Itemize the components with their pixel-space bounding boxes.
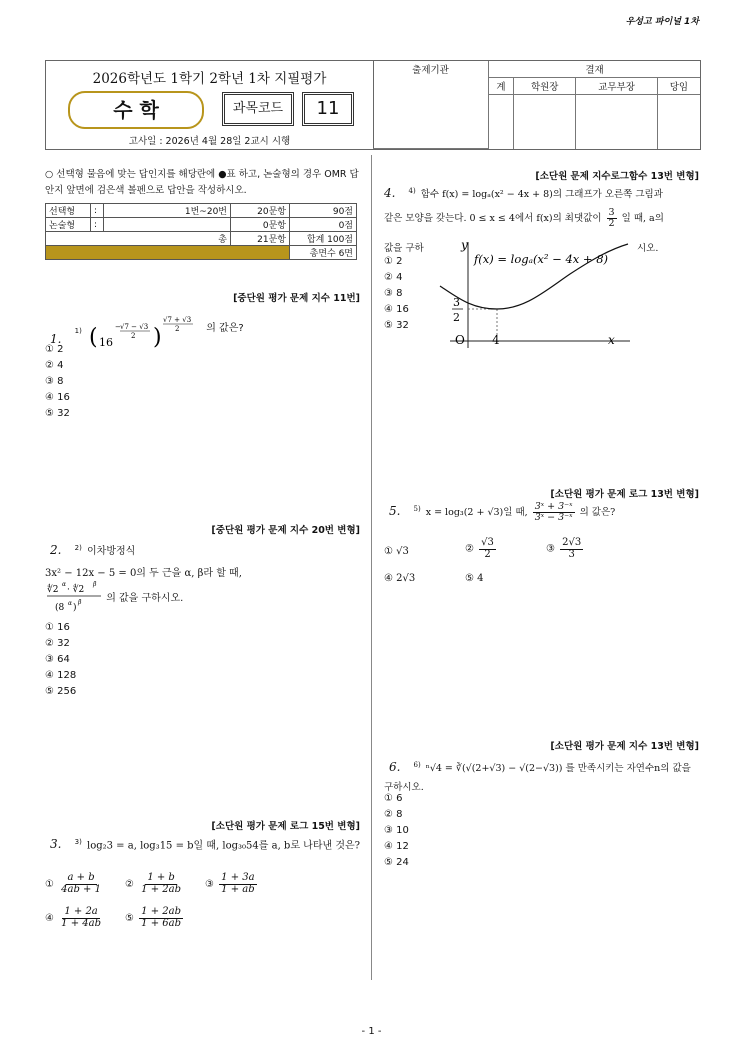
q3-stem xyxy=(45,834,363,854)
q3-option-4[interactable] xyxy=(45,907,105,929)
score-cell: 90점 xyxy=(290,204,357,218)
q2-text-1: 이차방정식 xyxy=(87,546,136,557)
score-cell: 선택형 xyxy=(46,204,91,218)
option-numerator: a + b xyxy=(67,872,95,883)
q6-option-2[interactable]: ② 8 xyxy=(384,809,403,820)
q3-number: 3. xyxy=(50,837,62,852)
score-cell: 1번~20번 xyxy=(104,204,231,218)
q2-line3 xyxy=(45,580,183,616)
option-denominator: 3 xyxy=(568,548,575,560)
option-denominator: 1 + 2ab xyxy=(141,883,181,895)
q6-option-5[interactable]: ⑤ 24 xyxy=(384,857,409,868)
q6-question-text: ⁿ√4 = ∛(√(2+√3) − √(2−√3)) 를 만족시키는 자연수n의 값을 구하시오. xyxy=(384,763,691,794)
q4-text-1: 함수 f(x) = logₐ(x² − 4x + 8)의 그래프가 오른쪽 그림과 xyxy=(420,189,663,200)
exam-header xyxy=(45,60,701,150)
exam-title-block xyxy=(46,61,374,149)
approval-label: 결재 xyxy=(489,61,701,78)
q6-option-4[interactable]: ④ 12 xyxy=(384,841,409,852)
option-denominator: 1 + ab xyxy=(221,883,255,895)
q1-stem xyxy=(50,306,360,350)
q1-option-4[interactable]: ④ 16 xyxy=(45,392,70,403)
q2-fraction xyxy=(45,580,103,616)
option-denominator: 1 + 6ab xyxy=(141,917,181,929)
q5-option-3[interactable] xyxy=(546,538,585,560)
q1-question-text: 의 값은? xyxy=(206,323,244,334)
svg-text:β: β xyxy=(93,581,97,588)
option-mark: ④ xyxy=(45,913,54,924)
q3-question-text: log₂3 = a, log₃15 = b일 때, log₃₀54를 a, b로 나타낸 것은? xyxy=(87,840,361,852)
subject-code-value: 11 xyxy=(304,94,352,124)
y-axis-label: y xyxy=(461,238,468,252)
approval-col-2: 학원장 xyxy=(513,78,576,95)
q1-base: 16 xyxy=(99,336,114,349)
option-numerator: 1 + 2ab xyxy=(141,906,181,917)
q6-footnote: 6) xyxy=(413,761,421,769)
score-cell: 0점 xyxy=(290,218,357,232)
option-denominator: 4ab + 1 xyxy=(61,883,101,895)
score-cell: 20문항 xyxy=(231,204,290,218)
q6-options xyxy=(384,791,409,871)
score-cell: 논술형 xyxy=(46,218,91,232)
q2-number: 2. xyxy=(50,543,62,557)
q1-option-2[interactable]: ② 4 xyxy=(45,360,64,371)
q5-option-1[interactable]: ① √3 xyxy=(384,546,409,557)
q4-text-2: 같은 모양을 갖는다. 0 ≤ x ≤ 4에서 f(x)의 최댓값이 xyxy=(384,212,602,224)
q3-option-1[interactable] xyxy=(45,873,105,895)
q3-option-2[interactable] xyxy=(125,873,185,895)
q5-footnote: 5) xyxy=(413,504,421,513)
score-cell: 총면수 6면 xyxy=(290,246,357,260)
option-denominator: 2 xyxy=(484,548,491,560)
q5-numerator: 3ˣ + 3⁻ˣ xyxy=(534,501,573,512)
q2-option-3[interactable]: ③ 64 xyxy=(45,654,70,665)
svg-text:· ∜2: · ∜2 xyxy=(67,585,85,595)
x-axis-label: x xyxy=(608,333,615,347)
svg-text:α: α xyxy=(62,581,67,588)
q4-number: 4. xyxy=(384,186,396,200)
q2-footnote: 2) xyxy=(74,543,82,552)
svg-text:): ) xyxy=(153,325,162,350)
q1-expression xyxy=(87,316,197,356)
q3-option-3[interactable] xyxy=(205,873,259,895)
q1-option-5[interactable]: ⑤ 32 xyxy=(45,408,70,419)
q3-source: [소단원 평가 문제 로그 15번 변형] xyxy=(211,821,360,832)
q6-stem xyxy=(384,756,702,797)
option-mark: ② xyxy=(125,879,134,890)
svg-text:2: 2 xyxy=(175,325,180,333)
approval-col-3: 교무부장 xyxy=(576,78,657,95)
subject-badge: 수 학 xyxy=(68,91,204,129)
svg-text:β: β xyxy=(78,599,82,606)
option-numerator: 1 + b xyxy=(147,872,175,883)
q4-line2: 같은 모양을 갖는다. 0 ≤ x ≤ 4에서 f(x)의 최댓값이 $\frac{3}{2}$ 일 때, a의 xyxy=(384,207,664,229)
q4-option-4[interactable]: ④ 16 xyxy=(384,304,409,315)
q5-text-pre: x = log₃(2 + √3)일 때, xyxy=(425,506,528,518)
exam-title: 2026학년도 1학기 2학년 1차 지필평가 xyxy=(92,71,327,87)
q6-number: 6. xyxy=(389,760,401,775)
column-divider xyxy=(371,155,372,980)
q1-source: [중단원 평가 문제 지수 11번] xyxy=(233,293,360,304)
org-label: 출제기관 xyxy=(373,61,489,149)
svg-text:(: ( xyxy=(89,325,98,350)
q1-footnote: 1) xyxy=(74,326,82,335)
svg-text:(8: (8 xyxy=(55,603,65,613)
q4-option-1[interactable]: ① 2 xyxy=(384,256,403,267)
q4-line3a: 값을 구하 xyxy=(384,243,424,254)
approval-col-1: 계 xyxy=(489,78,514,95)
q3-option-5[interactable] xyxy=(125,907,185,929)
svg-text:−: − xyxy=(115,323,121,331)
q5-option-4[interactable]: ④ 2√3 xyxy=(384,573,416,584)
q4-text-2b: 일 때, a의 xyxy=(621,212,664,224)
option-mark: ③ xyxy=(205,879,214,890)
q2-source: [중단원 평가 문제 지수 20번 변형] xyxy=(211,525,360,536)
q4-option-5[interactable]: ⑤ 32 xyxy=(384,320,409,331)
score-table xyxy=(45,203,357,260)
option-denominator: 1 + 4ab xyxy=(61,917,101,929)
page-number: - 1 - xyxy=(361,1026,382,1037)
option-numerator: 1 + 2a xyxy=(64,906,98,917)
score-cell: 총 xyxy=(46,232,231,246)
q2-options xyxy=(45,620,76,700)
q4-line3b: 시오. xyxy=(637,243,659,254)
q1-option-1[interactable]: ① 2 xyxy=(45,344,64,355)
sign-box-4 xyxy=(657,95,700,149)
option-mark: ③ xyxy=(546,543,555,555)
q4-footnote: 4) xyxy=(408,186,416,195)
q6-option-3[interactable]: ③ 10 xyxy=(384,825,409,836)
instruction-text: ○ 선택형 물음에 맞는 답인지를 해당란에 ●표 하고, 논술형의 경우 OMR 답안지 앞면에 검은색 볼펜으로 답안을 작성하시오. xyxy=(45,169,359,196)
option-mark: ⑤ xyxy=(125,913,134,924)
sign-box-3 xyxy=(576,95,657,149)
option-numerator: 1 + 3a xyxy=(221,872,255,883)
q2-line1 xyxy=(50,542,135,557)
sign-box-1 xyxy=(489,95,514,149)
y-tick-numerator: 3 xyxy=(453,296,460,309)
score-bar xyxy=(46,246,290,260)
approval-table xyxy=(373,61,700,149)
option-mark: ① xyxy=(45,879,54,890)
svg-text:√7 + √3: √7 + √3 xyxy=(163,316,192,324)
score-cell xyxy=(104,218,231,232)
q5-option-2[interactable] xyxy=(465,538,498,560)
q1-options xyxy=(45,342,70,422)
q1-option-3[interactable]: ③ 8 xyxy=(45,376,64,387)
q5-source: [소단원 평가 문제 로그 13번 변형] xyxy=(550,489,699,500)
q2-line2: 3x² − 12x − 5 = 0의 두 근을 α, β라 할 때, xyxy=(45,568,242,579)
score-cell: : xyxy=(91,204,104,218)
score-cell: 21문항 xyxy=(231,232,290,246)
header-tag: 우성고 파이널 1차 xyxy=(625,17,699,27)
q4-option-2[interactable]: ② 4 xyxy=(384,272,403,283)
option-numerator: 2√3 xyxy=(562,537,582,548)
q2-text-3: 의 값을 구하시오. xyxy=(106,593,184,604)
q4-option-3[interactable]: ③ 8 xyxy=(384,288,403,299)
q2-option-5[interactable]: ⑤ 256 xyxy=(45,686,77,697)
q1-number: 1. xyxy=(50,332,62,346)
origin-label: O xyxy=(455,333,465,347)
q5-option-5[interactable]: ⑤ 4 xyxy=(465,573,484,584)
q6-source: [소단원 평가 문제 지수 13번 변형] xyxy=(550,741,699,752)
exam-date: 고사일 : 2026년 4월 28일 2교시 시행 xyxy=(128,136,291,147)
svg-text:√7 − √3: √7 − √3 xyxy=(120,323,149,331)
svg-text:α: α xyxy=(68,600,73,607)
sign-box-2 xyxy=(513,95,576,149)
option-mark: ② xyxy=(465,543,474,555)
q5-text-post: 의 값은? xyxy=(579,506,616,518)
q2-option-1[interactable]: ① 16 xyxy=(45,622,70,633)
svg-text:∜2: ∜2 xyxy=(47,585,59,595)
svg-text:): ) xyxy=(73,603,77,613)
q6-option-1[interactable]: ① 6 xyxy=(384,793,403,804)
score-cell: : xyxy=(91,218,104,232)
option-numerator: √3 xyxy=(481,537,494,548)
x-tick-label: 4 xyxy=(492,333,500,347)
q5-denominator: 3ˣ − 3⁻ˣ xyxy=(534,511,573,523)
score-cell: 0문항 xyxy=(231,218,290,232)
q2-option-4[interactable]: ④ 128 xyxy=(45,670,77,681)
q5-stem xyxy=(384,502,702,523)
approval-col-4: 당임 xyxy=(657,78,700,95)
score-cell: 합계 100점 xyxy=(290,232,357,246)
q4-source: [소단원 문제 지수로그함수 13번 변형] xyxy=(535,171,699,182)
y-tick-denominator: 2 xyxy=(453,311,460,324)
svg-text:2: 2 xyxy=(131,332,136,340)
function-label: f(x) = logₐ(x² − 4x + 8) xyxy=(474,252,609,266)
q5-number: 5. xyxy=(389,503,401,518)
q4-graph xyxy=(430,236,635,352)
q4-options xyxy=(384,254,409,334)
q4-line1 xyxy=(384,186,702,200)
subject-code-label: 과목코드 xyxy=(224,94,292,124)
q2-option-2[interactable]: ② 32 xyxy=(45,638,70,649)
q3-footnote: 3) xyxy=(74,838,82,846)
